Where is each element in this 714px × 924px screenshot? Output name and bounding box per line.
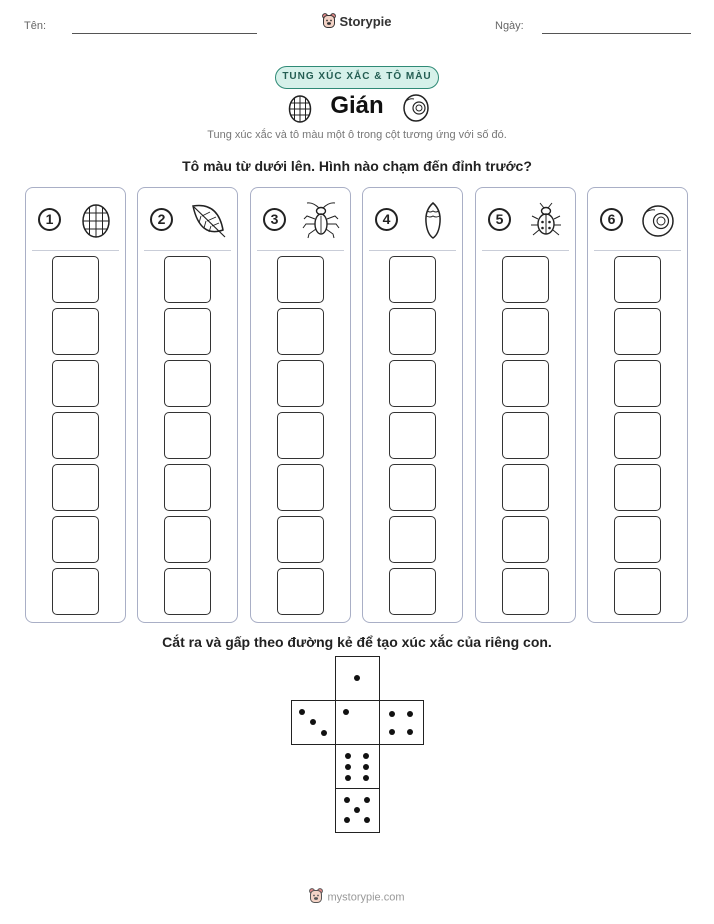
color-box[interactable] xyxy=(502,256,549,303)
color-box[interactable] xyxy=(389,412,436,459)
color-box[interactable] xyxy=(389,464,436,511)
column-header xyxy=(32,188,119,251)
color-box[interactable] xyxy=(52,360,99,407)
color-box[interactable] xyxy=(164,360,211,407)
date-label: Ngày: xyxy=(495,20,524,32)
dice-pip xyxy=(310,719,316,725)
color-box[interactable] xyxy=(389,516,436,563)
color-box[interactable] xyxy=(614,412,661,459)
dice-pip xyxy=(344,817,350,823)
column-header xyxy=(257,188,344,251)
dice-pip xyxy=(345,764,351,770)
color-box[interactable] xyxy=(52,516,99,563)
dice-pip xyxy=(345,775,351,781)
brand-logo xyxy=(0,13,714,32)
color-box[interactable] xyxy=(277,256,324,303)
color-box[interactable] xyxy=(614,360,661,407)
column-number: 5 xyxy=(488,208,511,231)
brand-name: Storypie xyxy=(339,13,392,29)
color-box[interactable] xyxy=(502,568,549,615)
beetle-icon xyxy=(526,200,566,240)
dice-face-5 xyxy=(335,788,380,833)
color-box[interactable] xyxy=(614,568,661,615)
footer xyxy=(0,888,714,907)
color-box[interactable] xyxy=(164,568,211,615)
dice-pip xyxy=(299,709,305,715)
dice-pip xyxy=(363,753,369,759)
color-box[interactable] xyxy=(277,516,324,563)
column-number: 1 xyxy=(38,208,61,231)
column-2 xyxy=(137,187,238,623)
color-box[interactable] xyxy=(614,256,661,303)
column-5 xyxy=(475,187,576,623)
color-box[interactable] xyxy=(502,464,549,511)
column-1 xyxy=(25,187,126,623)
color-box[interactable] xyxy=(52,308,99,355)
cut-instruction: Cắt ra và gấp theo đường kẻ để tạo xúc xắc của riêng con. xyxy=(162,634,552,650)
dice-face-4 xyxy=(379,700,424,745)
column-header xyxy=(594,188,681,251)
color-box[interactable] xyxy=(389,360,436,407)
dice-face-3 xyxy=(291,700,336,745)
dice-face-6 xyxy=(335,744,380,789)
nymph-pod-icon xyxy=(413,200,453,240)
color-box[interactable] xyxy=(277,360,324,407)
column-6 xyxy=(587,187,688,623)
color-box[interactable] xyxy=(502,412,549,459)
column-number: 6 xyxy=(600,208,623,231)
color-box[interactable] xyxy=(389,568,436,615)
dice-pip xyxy=(354,675,360,681)
color-box[interactable] xyxy=(164,464,211,511)
color-box[interactable] xyxy=(277,464,324,511)
name-line[interactable] xyxy=(72,33,257,34)
column-header xyxy=(144,188,231,251)
column-number: 2 xyxy=(150,208,173,231)
column-4 xyxy=(362,187,463,623)
color-box[interactable] xyxy=(614,516,661,563)
color-box[interactable] xyxy=(389,308,436,355)
color-box[interactable] xyxy=(164,412,211,459)
bear-logo-icon xyxy=(309,888,323,907)
cockroach-icon xyxy=(301,200,341,240)
column-number: 4 xyxy=(375,208,398,231)
activity-pill: TUNG XÚC XẮC & TÔ MÀU xyxy=(275,66,439,89)
dice-pip xyxy=(344,797,350,803)
shell-icon xyxy=(401,92,431,124)
color-box[interactable] xyxy=(277,308,324,355)
leaf-icon xyxy=(188,200,228,240)
color-box[interactable] xyxy=(502,516,549,563)
color-box[interactable] xyxy=(52,568,99,615)
column-header xyxy=(482,188,569,251)
dice-pip xyxy=(343,709,349,715)
color-box[interactable] xyxy=(502,308,549,355)
shell-icon xyxy=(638,200,678,240)
date-line[interactable] xyxy=(542,33,691,34)
dice-pip xyxy=(407,729,413,735)
color-box[interactable] xyxy=(164,516,211,563)
cockroach-egg-case-icon xyxy=(76,200,116,240)
dice-pip xyxy=(354,807,360,813)
bear-logo-icon xyxy=(322,13,336,32)
dice-pip xyxy=(364,817,370,823)
dice-pip xyxy=(407,711,413,717)
footer-url[interactable]: mystorypie.com xyxy=(327,891,405,904)
dice-face-1 xyxy=(335,656,380,701)
color-box[interactable] xyxy=(52,412,99,459)
dice-pip xyxy=(389,711,395,717)
dice-pip xyxy=(321,730,327,736)
color-box[interactable] xyxy=(52,464,99,511)
color-box[interactable] xyxy=(614,308,661,355)
dice-pip xyxy=(389,729,395,735)
color-box[interactable] xyxy=(389,256,436,303)
name-label: Tên: xyxy=(24,20,47,32)
dice-face-1 xyxy=(335,700,380,745)
dice-pip xyxy=(363,764,369,770)
coloring-instruction: Tô màu từ dưới lên. Hình nào chạm đến đỉnh trước? xyxy=(182,158,532,174)
color-box[interactable] xyxy=(164,308,211,355)
dice-pip xyxy=(364,797,370,803)
column-header xyxy=(369,188,456,251)
column-number: 3 xyxy=(263,208,286,231)
dice-pip xyxy=(345,753,351,759)
color-box[interactable] xyxy=(52,256,99,303)
color-box[interactable] xyxy=(277,568,324,615)
color-box[interactable] xyxy=(502,360,549,407)
subtitle: Tung xúc xắc và tô màu một ô trong cột tương ứng với số đó. xyxy=(207,129,507,141)
color-box[interactable] xyxy=(614,464,661,511)
page-title: Gián xyxy=(330,92,384,119)
color-box[interactable] xyxy=(277,412,324,459)
dice-pip xyxy=(363,775,369,781)
column-3 xyxy=(250,187,351,623)
color-box[interactable] xyxy=(164,256,211,303)
